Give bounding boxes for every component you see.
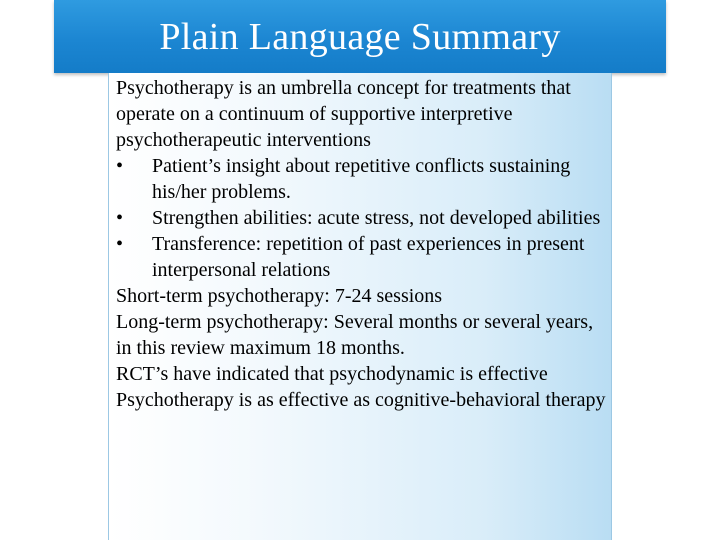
bullet-item — [116, 231, 611, 283]
bullet-icon: • — [116, 155, 124, 177]
bullet-item — [116, 205, 611, 231]
title-bar — [54, 0, 666, 73]
rct-line: RCT’s have indicated that psychodynamic is effective — [116, 363, 548, 385]
bullet-text: Strengthen abilities: acute stress, not developed abilities — [152, 207, 601, 229]
long-term-line: Long-term psychotherapy: Several months or several years, in this review maximum 18 months. — [116, 311, 594, 359]
slide-title: Plain Language Summary — [159, 16, 561, 58]
bullet-icon: • — [116, 207, 124, 229]
effectiveness-line: Psychotherapy is as effective as cognitive-behavioral therapy — [116, 389, 606, 411]
body-text — [116, 75, 611, 413]
bullet-icon: • — [116, 233, 124, 255]
bullet-item — [116, 153, 611, 205]
bullet-text: Transference: repetition of past experiences in present interpersonal relations — [152, 233, 585, 281]
content-box — [108, 73, 612, 540]
intro-paragraph: Psychotherapy is an umbrella concept for treatments that operate on a continuum of supportive interpretive psychotherapeutic interventions — [116, 77, 571, 151]
bullet-text: Patient’s insight about repetitive conflicts sustaining his/her problems. — [152, 155, 571, 203]
short-term-line: Short-term psychotherapy: 7-24 sessions — [116, 285, 443, 307]
